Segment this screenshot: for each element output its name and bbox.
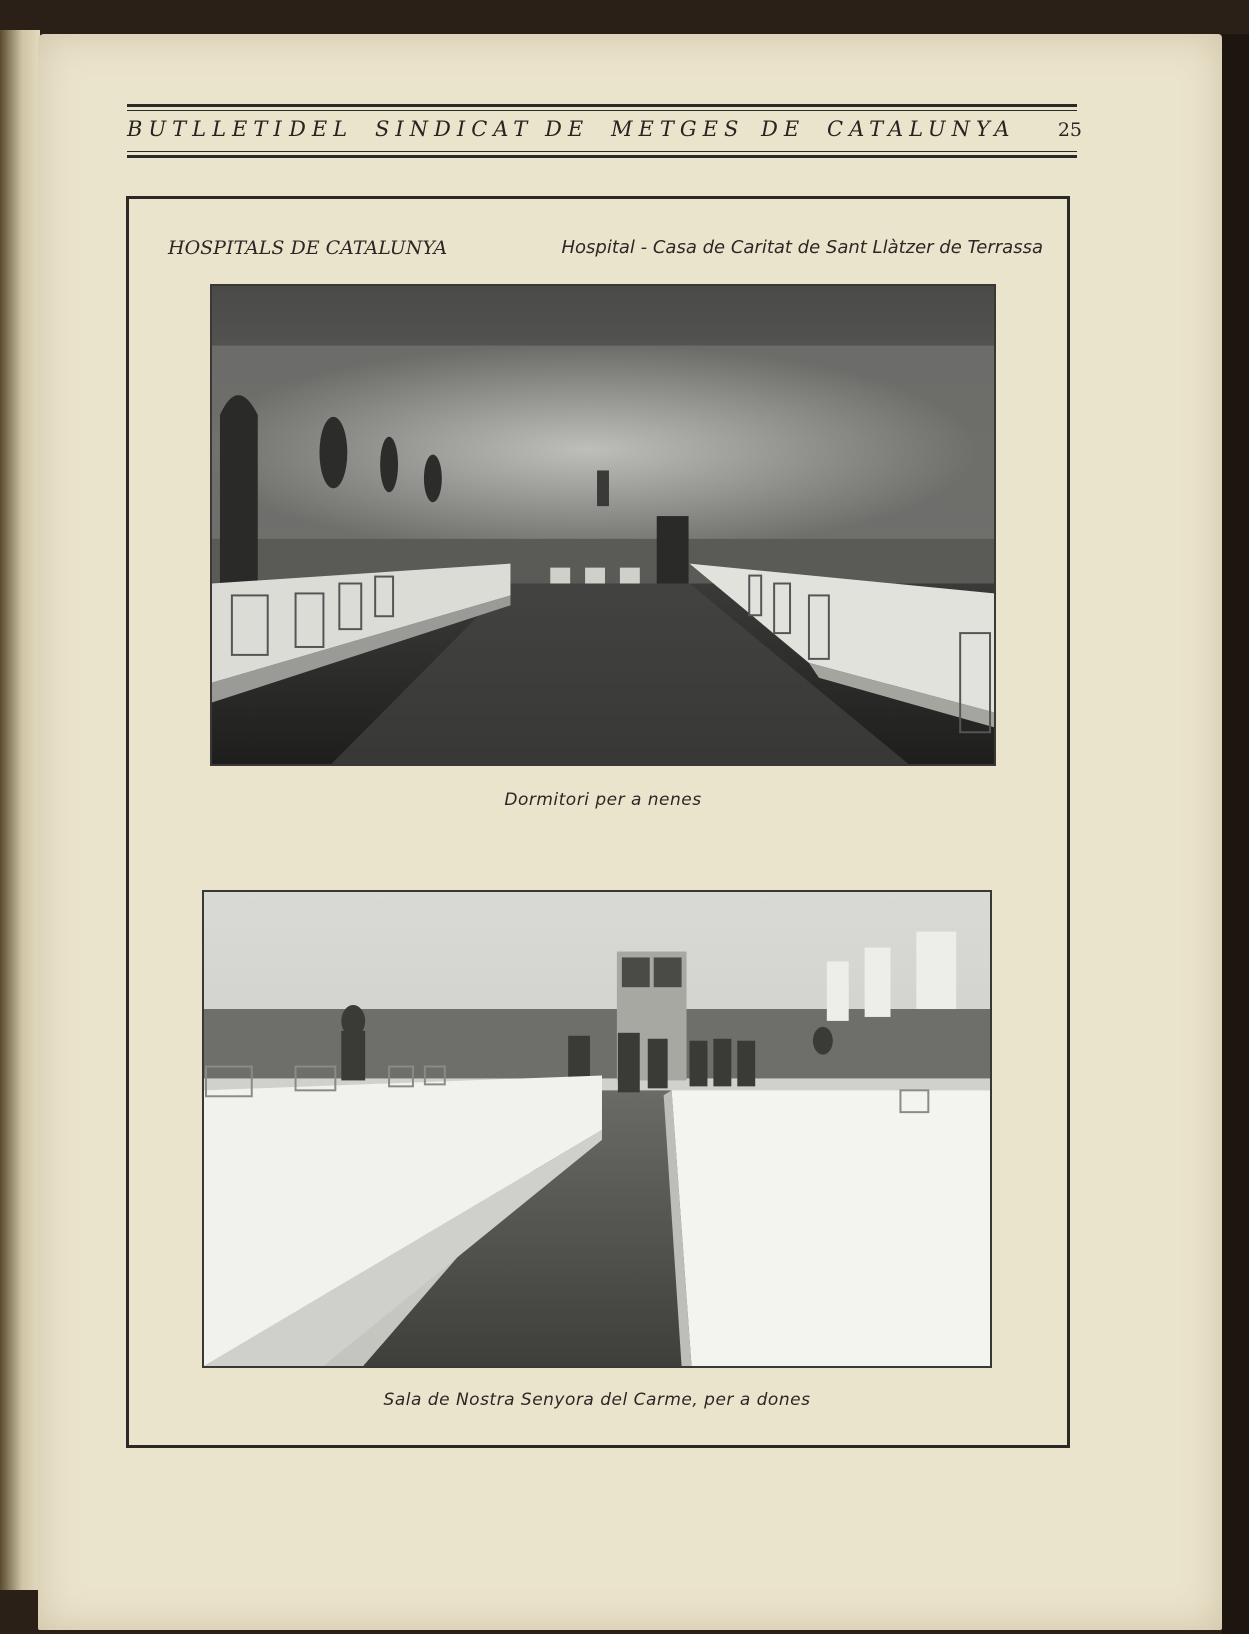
photo-womens-ward: [202, 890, 992, 1368]
journal-title-word: CATALUNYA: [827, 117, 1016, 141]
journal-title-word: DEL: [289, 117, 354, 141]
photo-womens-ward-image: [204, 892, 990, 1366]
page-number: 25: [1057, 119, 1082, 141]
header-rule-top: [127, 104, 1077, 107]
header-rule-bottom: [127, 155, 1077, 158]
header-rule-top-thin: [127, 110, 1077, 111]
journal-title-word: METGES: [611, 117, 745, 141]
journal-title-word: DE: [761, 117, 806, 141]
journal-title-word: SINDICAT: [375, 117, 534, 141]
page-edge-shadow: [1222, 34, 1249, 1634]
binding-edge: [0, 30, 40, 1590]
photo-womens-ward-caption: Sala de Nostra Senyora del Carme, per a dones: [383, 1390, 811, 1410]
journal-title-word: BUTLLETI: [127, 117, 288, 141]
hospital-name: Hospital - Casa de Caritat de Sant Llàtzer de Terrassa: [561, 237, 1043, 258]
photo-dormitory-image: [212, 286, 994, 764]
journal-title: [127, 117, 1077, 147]
section-label: HOSPITALS DE CATALUNYA: [168, 237, 448, 259]
journal-title-word: DE: [545, 117, 590, 141]
header-rule-bottom-thin: [127, 151, 1077, 152]
photo-dormitory: [210, 284, 996, 766]
photo-dormitory-caption: Dormitori per a nenes: [504, 790, 702, 810]
